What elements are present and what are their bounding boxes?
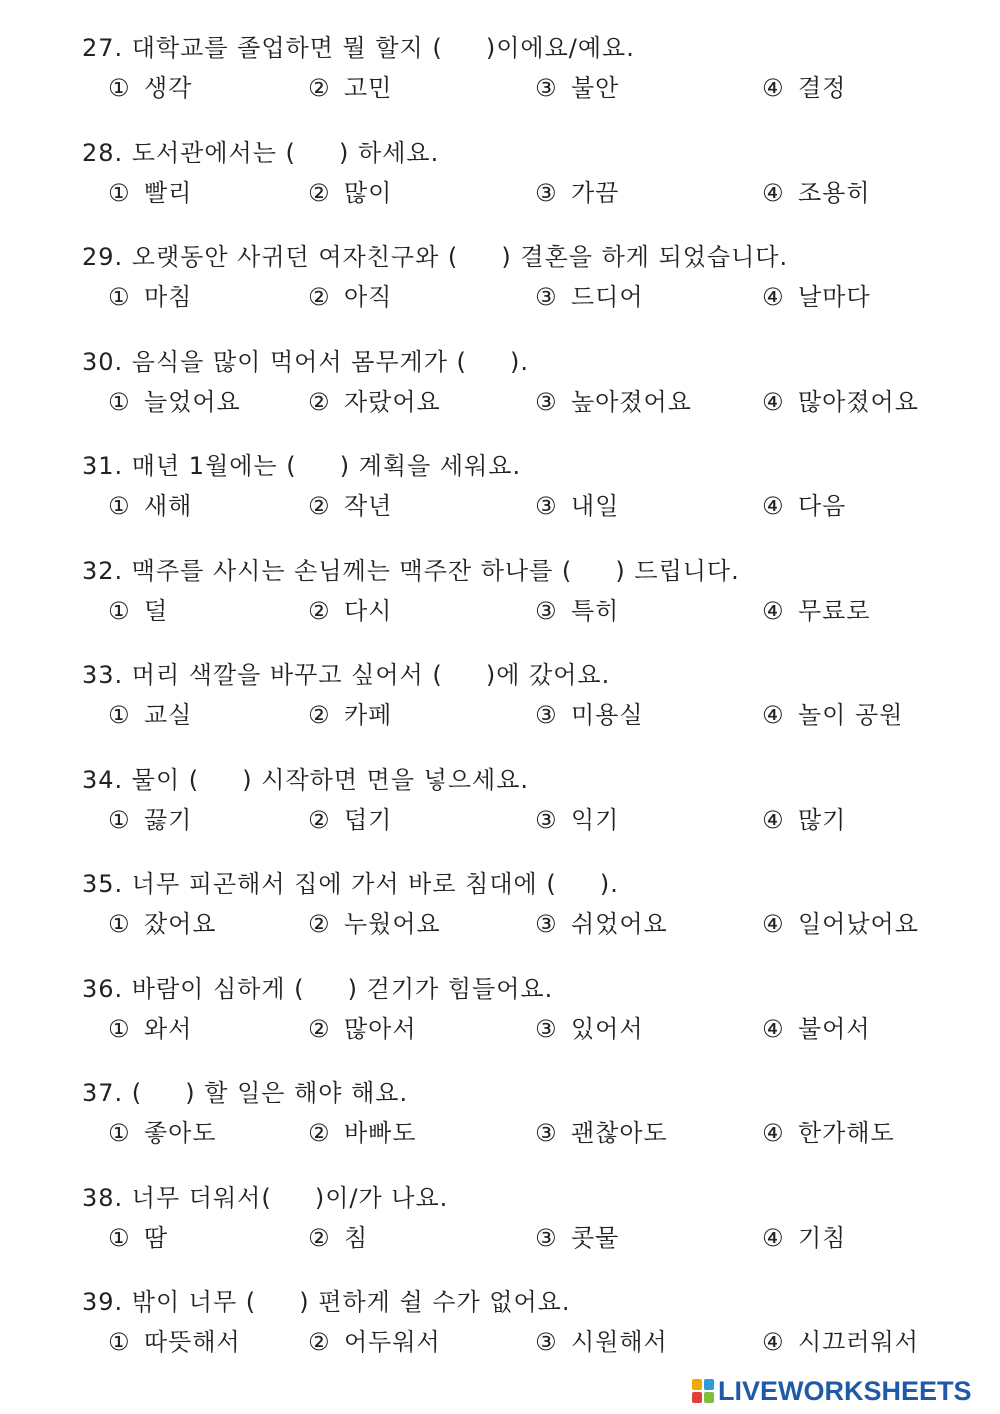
liveworksheets-logo[interactable] — [692, 1374, 972, 1408]
answer-option[interactable] — [535, 175, 619, 211]
option-number: ② — [308, 74, 331, 102]
answer-option[interactable] — [762, 384, 919, 420]
option-text: 일어났어요 — [798, 910, 919, 938]
option-text: 끓기 — [144, 805, 193, 834]
answer-option[interactable] — [308, 802, 392, 838]
answer-option[interactable] — [308, 175, 392, 211]
answer-option[interactable] — [535, 1220, 619, 1256]
option-text: 와서 — [144, 1014, 193, 1043]
question-item — [0, 344, 1000, 436]
option-text: 콧물 — [571, 1223, 620, 1252]
option-number: ④ — [762, 178, 785, 207]
answer-option[interactable] — [108, 697, 192, 733]
option-text: 내일 — [571, 492, 620, 520]
answer-option[interactable] — [762, 1324, 919, 1360]
option-text: 결정 — [798, 74, 847, 102]
question-stem: 29. 오랫동안 사귀던 여자친구와 ( ) 결혼을 하게 되었습니다. — [82, 243, 789, 271]
option-number: ④ — [762, 1328, 785, 1356]
question-stem: 33. 머리 색깔을 바꾸고 싶어서 ( )에 갔어요. — [82, 661, 611, 689]
option-number: ④ — [762, 387, 785, 416]
answer-option[interactable] — [308, 488, 392, 524]
option-text: 불안 — [571, 74, 620, 102]
answer-option[interactable] — [535, 70, 619, 106]
question-item — [0, 866, 1000, 958]
option-number: ③ — [535, 701, 558, 729]
answer-option[interactable] — [108, 70, 192, 106]
answer-option[interactable] — [535, 906, 668, 942]
option-text: 날마다 — [798, 283, 871, 311]
option-text: 미용실 — [571, 701, 644, 729]
answer-option[interactable] — [108, 906, 217, 942]
question-stem: 27. 대학교를 졸업하면 뭘 할지 ( )이에요/예요. — [82, 34, 635, 62]
question-item — [0, 553, 1000, 645]
option-number: ③ — [535, 1119, 558, 1147]
option-text: 누웠어요 — [344, 910, 441, 938]
option-number: ① — [108, 178, 131, 207]
option-text: 빨리 — [144, 178, 193, 207]
answer-option[interactable] — [535, 1324, 668, 1360]
option-number: ① — [108, 283, 131, 311]
option-text: 불어서 — [798, 1014, 871, 1043]
option-text: 카페 — [344, 701, 393, 729]
answer-option[interactable] — [308, 1011, 417, 1047]
option-number: ② — [308, 1014, 331, 1043]
answer-option[interactable] — [108, 1011, 192, 1047]
answer-option[interactable] — [308, 1324, 441, 1360]
option-number: ③ — [535, 1223, 558, 1252]
answer-option[interactable] — [535, 279, 644, 315]
question-stem: 36. 바람이 심하게 ( ) 걷기가 힘들어요. — [82, 974, 554, 1003]
option-number: ② — [308, 701, 331, 729]
answer-option[interactable] — [762, 697, 903, 733]
option-number: ③ — [535, 492, 558, 520]
option-number: ② — [308, 1328, 331, 1356]
option-number: ① — [108, 701, 131, 729]
option-text: 어두워서 — [344, 1328, 441, 1356]
option-text: 다음 — [798, 492, 847, 520]
answer-option[interactable] — [762, 1220, 846, 1256]
option-text: 늘었어요 — [144, 387, 241, 416]
option-number: ④ — [762, 596, 785, 625]
answer-option[interactable] — [108, 802, 192, 838]
option-text: 조용히 — [798, 178, 871, 207]
option-text: 많아서 — [344, 1014, 417, 1043]
option-text: 무료로 — [798, 596, 871, 625]
answer-option[interactable] — [108, 593, 168, 629]
answer-option[interactable] — [308, 906, 441, 942]
answer-option[interactable] — [308, 384, 441, 420]
option-number: ③ — [535, 178, 558, 207]
option-number: ④ — [762, 701, 785, 729]
option-number: ③ — [535, 1328, 558, 1356]
option-number: ③ — [535, 74, 558, 102]
option-number: ④ — [762, 1014, 785, 1043]
option-text: 드디어 — [571, 283, 644, 311]
option-number: ② — [308, 596, 331, 625]
question-item — [0, 1180, 1000, 1272]
answer-option[interactable] — [308, 593, 392, 629]
question-item — [0, 135, 1000, 227]
answer-option[interactable] — [762, 1115, 895, 1151]
answer-option[interactable] — [308, 697, 392, 733]
option-text: 새해 — [144, 492, 193, 520]
question-stem: 38. 너무 더워서( )이/가 나요. — [82, 1183, 449, 1212]
option-text: 교실 — [144, 701, 193, 729]
liveworksheets-logo-icon — [692, 1379, 714, 1403]
logo-text: LIVEWORKSHEETS — [718, 1375, 972, 1406]
option-text: 덜 — [144, 596, 169, 625]
question-item — [0, 657, 1000, 749]
question-item — [0, 30, 1000, 122]
option-number: ① — [108, 492, 131, 520]
question-item — [0, 1075, 1000, 1167]
option-number: ① — [108, 1119, 131, 1147]
option-number: ① — [108, 805, 131, 834]
option-number: ① — [108, 910, 131, 938]
option-number: ① — [108, 74, 131, 102]
question-stem: 30. 음식을 많이 먹어서 몸무게가 ( ). — [82, 347, 530, 376]
option-number: ③ — [535, 387, 558, 416]
option-text: 가끔 — [571, 178, 620, 207]
answer-option[interactable] — [308, 70, 392, 106]
option-text: 잤어요 — [144, 910, 217, 938]
option-text: 덥기 — [344, 805, 393, 834]
answer-option[interactable] — [108, 175, 192, 211]
question-stem: 39. 밖이 너무 ( ) 편하게 쉴 수가 없어요. — [82, 1288, 571, 1316]
option-number: ④ — [762, 805, 785, 834]
option-number: ③ — [535, 596, 558, 625]
option-text: 쉬었어요 — [571, 910, 668, 938]
option-text: 익기 — [571, 805, 620, 834]
question-stem: 32. 맥주를 사시는 손님께는 맥주잔 하나를 ( ) 드립니다. — [82, 556, 740, 585]
option-text: 시원해서 — [571, 1328, 668, 1356]
answer-option[interactable] — [762, 802, 846, 838]
option-number: ② — [308, 1223, 331, 1252]
answer-option[interactable] — [535, 802, 619, 838]
question-stem: 37. ( ) 할 일은 해야 해요. — [82, 1079, 409, 1107]
question-item — [0, 1284, 1000, 1376]
option-number: ② — [308, 178, 331, 207]
answer-option[interactable] — [535, 1011, 644, 1047]
answer-option[interactable] — [308, 1220, 368, 1256]
option-text: 다시 — [344, 596, 393, 625]
answer-option[interactable] — [108, 1115, 217, 1151]
option-number: ① — [108, 1014, 131, 1043]
question-item — [0, 239, 1000, 331]
answer-option[interactable] — [108, 279, 192, 315]
option-number: ② — [308, 805, 331, 834]
answer-option[interactable] — [762, 593, 871, 629]
option-number: ④ — [762, 1223, 785, 1252]
answer-option[interactable] — [762, 1011, 871, 1047]
question-stem: 35. 너무 피곤해서 집에 가서 바로 침대에 ( ). — [82, 870, 619, 898]
option-text: 많이 — [344, 178, 393, 207]
option-number: ③ — [535, 805, 558, 834]
option-number: ④ — [762, 74, 785, 102]
question-item — [0, 448, 1000, 540]
answer-option[interactable] — [108, 1220, 168, 1256]
option-number: ② — [308, 283, 331, 311]
option-text: 한가해도 — [798, 1119, 895, 1147]
option-number: ④ — [762, 910, 785, 938]
option-text: 땀 — [144, 1223, 169, 1252]
option-number: ② — [308, 492, 331, 520]
answer-option[interactable] — [762, 279, 871, 315]
option-number: ④ — [762, 1119, 785, 1147]
option-text: 높아졌어요 — [571, 387, 692, 416]
answer-option[interactable] — [535, 697, 644, 733]
question-stem: 28. 도서관에서는 ( ) 하세요. — [82, 138, 440, 167]
option-number: ② — [308, 910, 331, 938]
answer-option[interactable] — [762, 70, 846, 106]
answer-option[interactable] — [762, 488, 846, 524]
option-number: ② — [308, 387, 331, 416]
option-text: 기침 — [798, 1223, 847, 1252]
option-text: 놀이 공원 — [798, 701, 904, 729]
option-number: ③ — [535, 283, 558, 311]
answer-option[interactable] — [762, 906, 919, 942]
option-number: ① — [108, 1223, 131, 1252]
option-text: 생각 — [144, 74, 193, 102]
answer-option[interactable] — [535, 1115, 668, 1151]
option-text: 시끄러워서 — [798, 1328, 919, 1356]
option-text: 자랐어요 — [344, 387, 441, 416]
answer-option[interactable] — [108, 1324, 241, 1360]
option-text: 있어서 — [571, 1014, 644, 1043]
option-text: 마침 — [144, 283, 193, 311]
question-stem: 31. 매년 1월에는 ( ) 계획을 세워요. — [82, 452, 522, 480]
option-text: 특히 — [571, 596, 620, 625]
option-text: 많아졌어요 — [798, 387, 919, 416]
question-stem: 34. 물이 ( ) 시작하면 면을 넣으세요. — [82, 765, 530, 794]
option-number: ① — [108, 596, 131, 625]
answer-option[interactable] — [308, 279, 392, 315]
option-text: 침 — [344, 1223, 369, 1252]
option-text: 괜찮아도 — [571, 1119, 668, 1147]
question-item — [0, 971, 1000, 1063]
option-number: ① — [108, 387, 131, 416]
option-text: 아직 — [344, 283, 393, 311]
option-number: ① — [108, 1328, 131, 1356]
option-number: ② — [308, 1119, 331, 1147]
option-text: 작년 — [344, 492, 393, 520]
answer-option[interactable] — [308, 1115, 417, 1151]
option-number: ④ — [762, 283, 785, 311]
option-number: ③ — [535, 1014, 558, 1043]
option-number: ③ — [535, 910, 558, 938]
answer-option[interactable] — [535, 488, 619, 524]
option-text: 많기 — [798, 805, 847, 834]
option-text: 좋아도 — [144, 1119, 217, 1147]
answer-option[interactable] — [108, 488, 192, 524]
answer-option[interactable] — [535, 593, 619, 629]
question-item — [0, 762, 1000, 854]
answer-option[interactable] — [535, 384, 692, 420]
answer-option[interactable] — [108, 384, 241, 420]
option-text: 바빠도 — [344, 1119, 417, 1147]
answer-option[interactable] — [762, 175, 871, 211]
option-number: ④ — [762, 492, 785, 520]
option-text: 고민 — [344, 74, 393, 102]
option-text: 따뜻해서 — [144, 1328, 241, 1356]
